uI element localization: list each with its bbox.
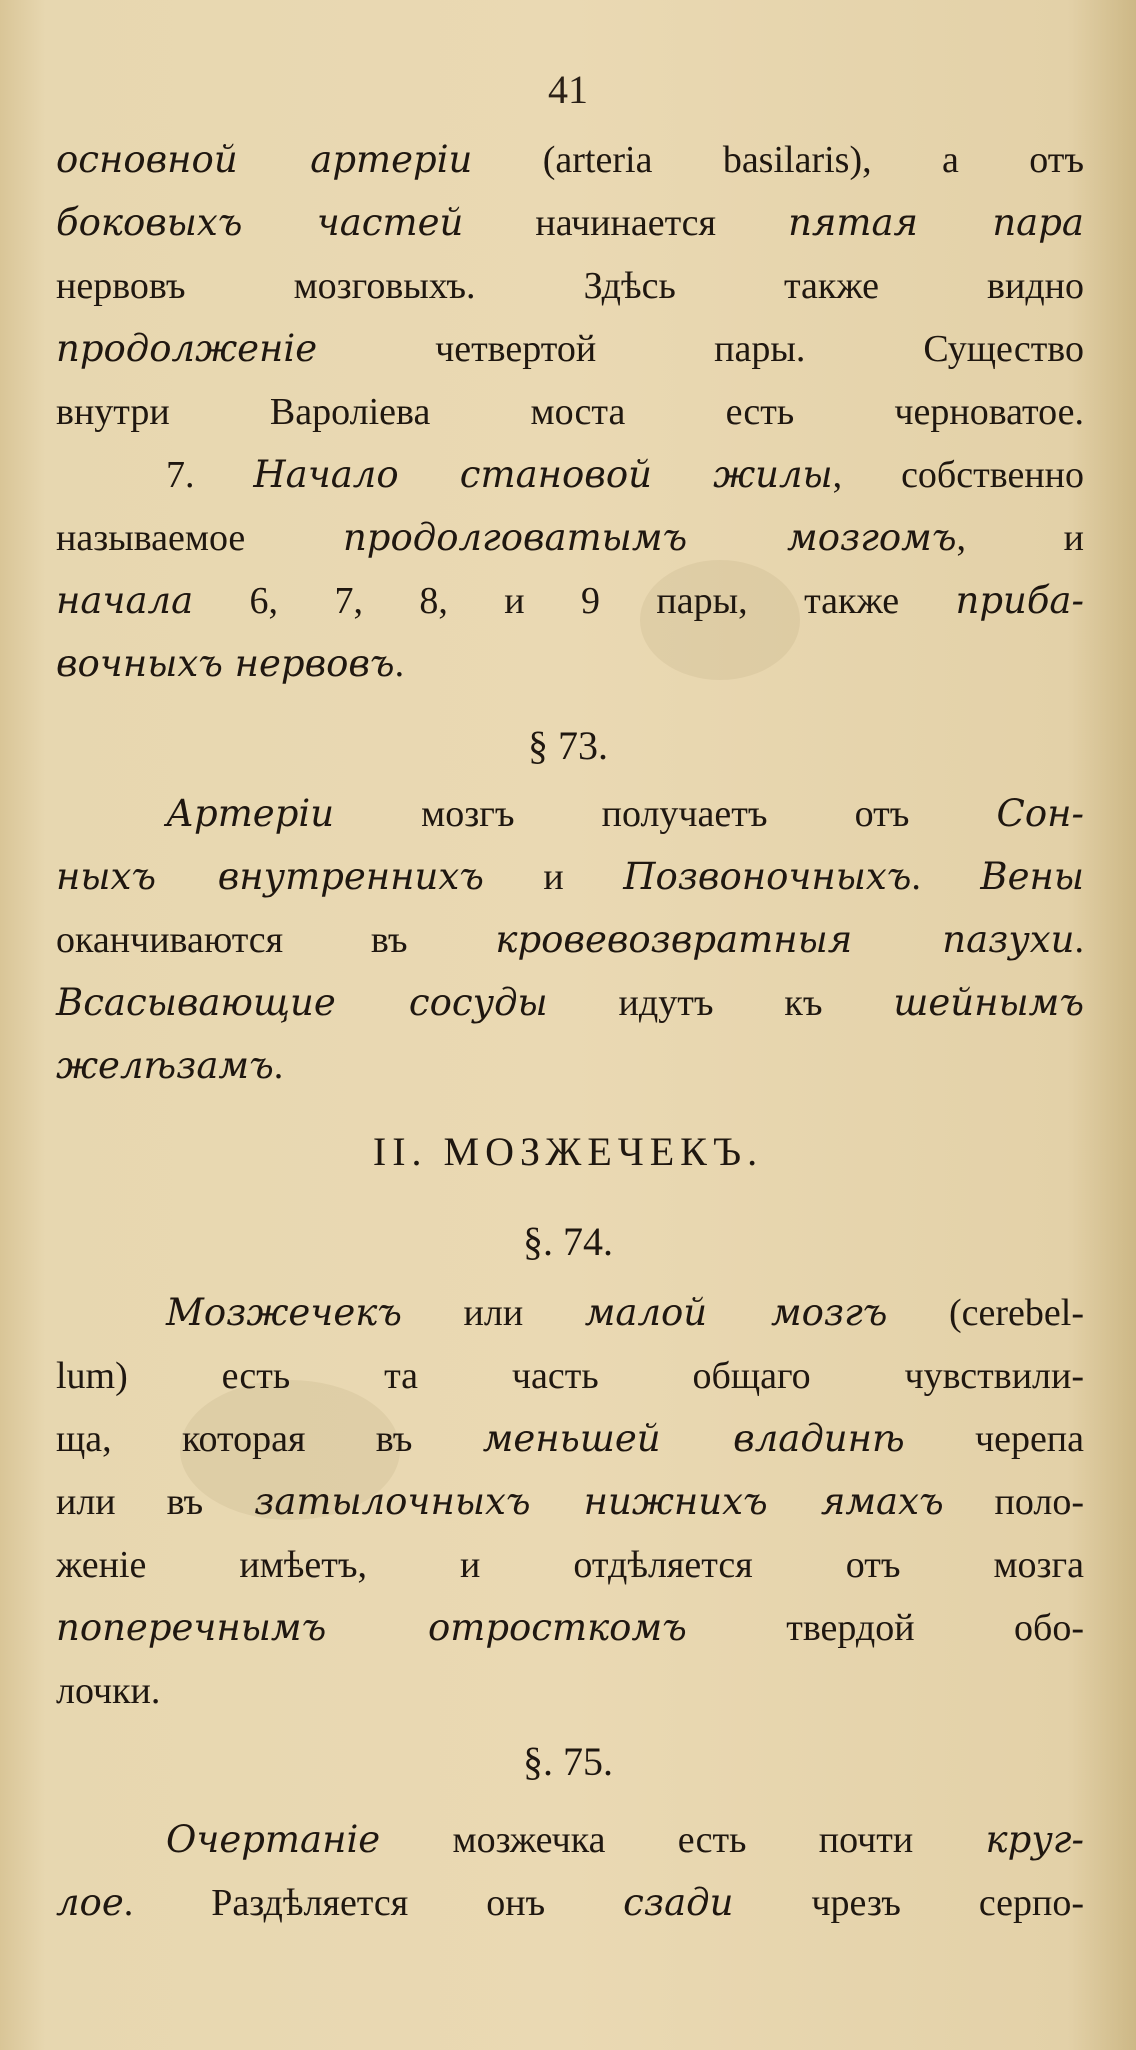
italic-run: затылочныхъ нижнихъ ямахъ	[254, 1480, 944, 1523]
text-line	[56, 1873, 1084, 1933]
text-line	[56, 973, 1084, 1033]
text-line	[56, 193, 1084, 253]
text-run: называемое	[56, 517, 343, 559]
text-line	[56, 382, 1084, 442]
italic-run: Позвоночныхъ	[623, 855, 912, 898]
text-run: черепа	[904, 1418, 1085, 1460]
italic-run: кровевозвратныя пазухи	[495, 918, 1075, 961]
text-line	[56, 1283, 1084, 1343]
italic-run: Вены	[980, 855, 1084, 898]
italic-run: шейнымъ	[893, 981, 1084, 1024]
text-run: .	[1074, 919, 1084, 961]
text-run: чрезъ серпо-	[733, 1882, 1085, 1924]
italic-run: меньшей владинѣ	[482, 1417, 905, 1460]
text-run: нервовъ мозговыхъ. Здѣсь также видно	[56, 265, 1084, 307]
italic-run: пятая пара	[788, 201, 1084, 244]
text-run: женiе имѣетъ, и отдѣляется отъ мозга	[56, 1544, 1084, 1586]
italic-run: круг-	[985, 1818, 1084, 1861]
text-run: поло-	[943, 1481, 1085, 1523]
text-run: . Раздѣляется онъ	[123, 1882, 624, 1924]
text-line	[56, 1036, 1084, 1096]
text-run: лочки.	[56, 1670, 161, 1712]
text-run: или въ	[56, 1481, 255, 1523]
text-line	[56, 1535, 1084, 1595]
text-run: мозгъ получаетъ отъ	[334, 793, 997, 835]
text-run: 6, 7, 8, и 9 пары, также	[193, 580, 956, 622]
text-run: , и	[956, 517, 1084, 559]
italic-run: поперечнымъ отросткомъ	[56, 1606, 687, 1649]
section-75-mark: §. 75.	[523, 1739, 613, 1784]
text-run: мозжечка есть почти	[380, 1819, 986, 1861]
text-line	[56, 508, 1084, 568]
text-line	[56, 319, 1084, 379]
italic-run: Всасывающие сосуды	[56, 981, 548, 1024]
italic-run: Артерiи	[166, 792, 335, 835]
text-line	[56, 910, 1084, 970]
text-run: твердой обо-	[686, 1607, 1084, 1649]
text-run: .	[911, 856, 981, 898]
italic-run: начала	[56, 579, 194, 622]
text-run: оканчиваются въ	[56, 919, 496, 961]
text-run: .	[394, 643, 405, 685]
text-run: (cerebel-	[887, 1292, 1084, 1334]
italic-run: продолженiе	[56, 327, 318, 370]
page-number: 41	[548, 67, 588, 112]
italic-run: Начало становой жилы	[253, 453, 833, 496]
text-line	[56, 571, 1084, 631]
text-line	[56, 634, 1084, 694]
section-74-mark: §. 74.	[523, 1219, 613, 1264]
text-run: и	[483, 856, 624, 898]
italic-run: приба-	[955, 579, 1084, 622]
text-run: четвертой пары. Существо	[317, 328, 1084, 370]
text-run: 7.	[166, 454, 254, 496]
text-line	[56, 445, 1084, 505]
text-run: идутъ къ	[547, 982, 894, 1024]
text-line	[56, 256, 1084, 316]
chapter-heading: II. МОЗЖЕЧЕКЪ.	[372, 1129, 764, 1174]
text-line	[56, 847, 1084, 907]
section-73-mark: § 73.	[528, 723, 608, 768]
text-run: (arteria basilaris), а отъ	[472, 139, 1084, 181]
italic-run: сзади	[623, 1881, 734, 1924]
text-line	[56, 1346, 1084, 1406]
italic-run: продолговатымъ мозгомъ	[342, 516, 957, 559]
text-line	[56, 784, 1084, 844]
text-line	[56, 130, 1084, 190]
italic-run: лое	[56, 1881, 124, 1924]
text-line	[56, 1472, 1084, 1532]
italic-run: Очертанiе	[166, 1818, 381, 1861]
text-run: , собственно	[832, 454, 1084, 496]
text-line	[56, 1810, 1084, 1870]
italic-run: желѣзамъ	[56, 1044, 274, 1087]
italic-run: малой мозгъ	[584, 1291, 888, 1334]
italic-run: ныхъ внутреннихъ	[56, 855, 484, 898]
text-run: .	[273, 1045, 284, 1087]
text-run: lum) есть та часть общаго чувствили-	[56, 1355, 1084, 1397]
text-line	[56, 1661, 1084, 1721]
text-run: начинается	[463, 202, 789, 244]
text-run: внутри Вароліева моста есть черноватое.	[56, 391, 1084, 433]
text-line	[56, 1598, 1084, 1658]
italic-run: вочныхъ нервовъ	[56, 642, 395, 685]
italic-run: основной артерiи	[56, 138, 473, 181]
italic-run: Мозжечекъ	[166, 1291, 402, 1334]
italic-run: Сон-	[996, 792, 1084, 835]
italic-run: боковыхъ частей	[56, 201, 464, 244]
text-line	[56, 1409, 1084, 1469]
text-run: ща, которая въ	[56, 1418, 483, 1460]
text-run: или	[401, 1292, 585, 1334]
